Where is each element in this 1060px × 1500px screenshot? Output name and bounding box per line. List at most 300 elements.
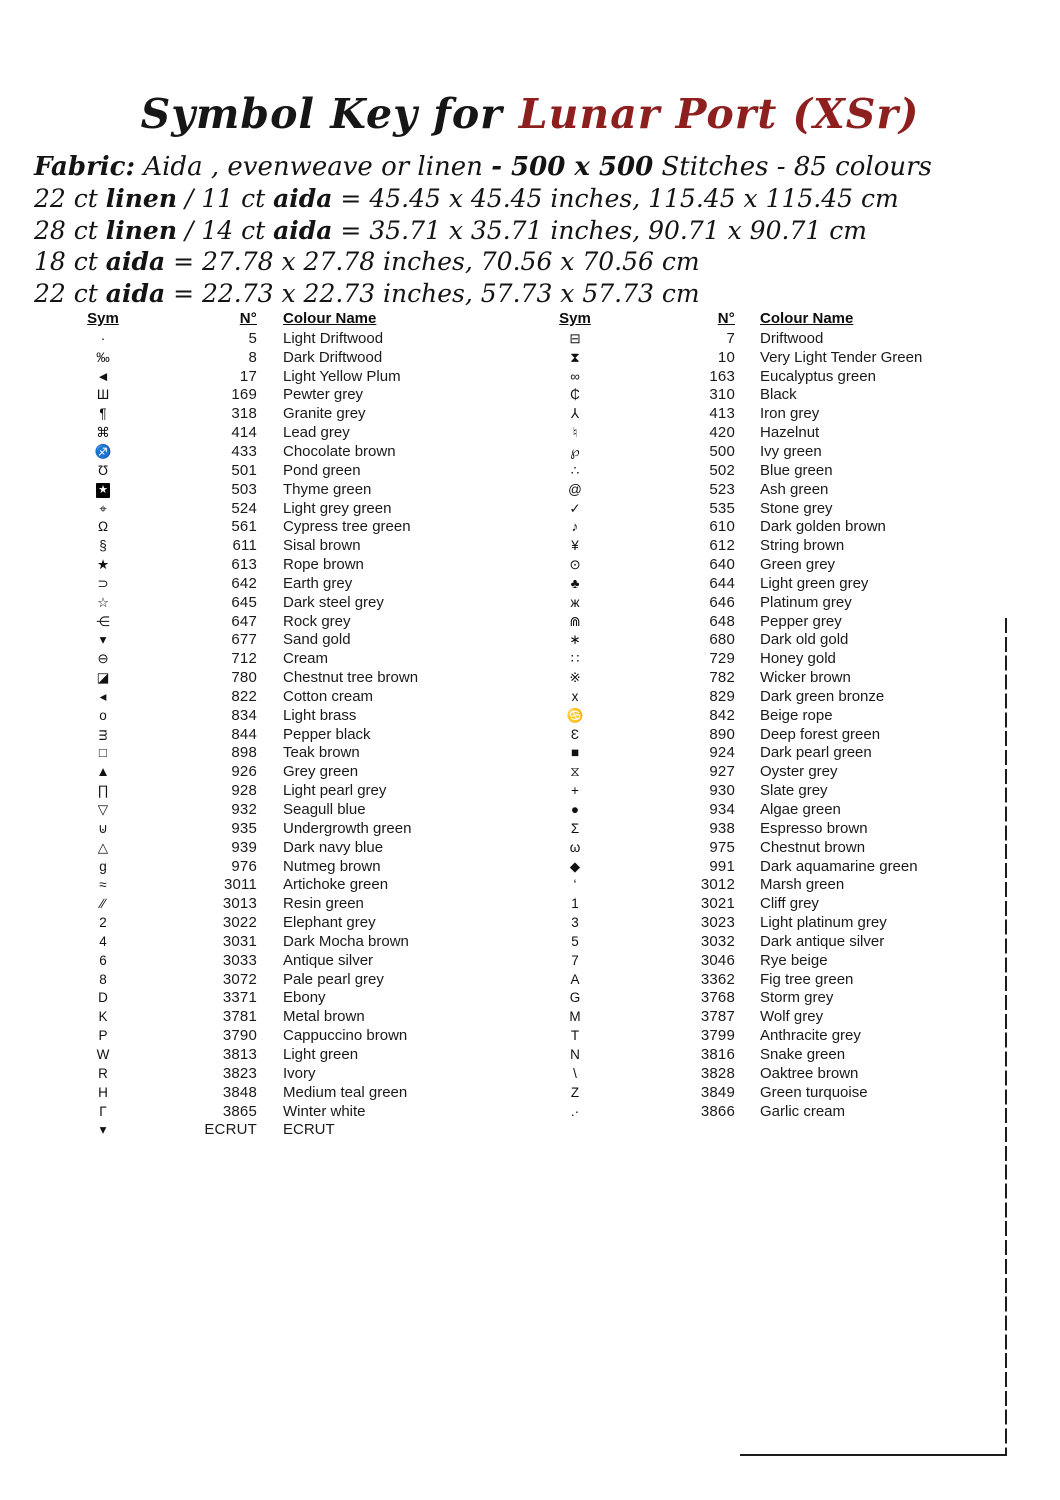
table-row (60, 593, 510, 612)
thread-number-cell: 163 (709, 367, 735, 385)
colour-name-cell: Cliff grey (760, 895, 819, 913)
symbol-cell (60, 387, 146, 402)
colour-name-cell: Earth grey (283, 574, 353, 592)
symbol-cell (60, 708, 146, 723)
colour-name-cell: Cypress tree green (283, 518, 411, 536)
fabric-text-segment: Fabric: (34, 152, 136, 182)
colour-name-cell: Grey green (283, 763, 359, 781)
colour-name-cell: Algae green (760, 801, 841, 819)
table-row (60, 461, 510, 480)
fabric-text-segment: Aida , evenweave or linen (135, 152, 492, 182)
stitch-symbol: ‘ (573, 877, 577, 893)
symbol-cell (535, 406, 615, 421)
colour-name-cell: Slate grey (760, 782, 828, 800)
stitch-symbol: 1 (571, 896, 579, 912)
table-row (60, 1064, 510, 1083)
table-row (60, 970, 510, 989)
colour-name-cell: Light Driftwood (283, 329, 384, 347)
symbol-cell (60, 990, 146, 1005)
symbol-cell (535, 632, 615, 647)
stitch-symbol: ‰ (96, 349, 110, 365)
thread-number-cell: 3072 (222, 970, 257, 988)
colour-name-cell: Rock grey (283, 612, 351, 630)
symbol-cell (535, 953, 615, 968)
colour-name-cell: Lead grey (283, 424, 350, 442)
symbol-cell (535, 821, 615, 836)
colour-name-cell: Antique silver (283, 951, 374, 969)
thread-number-cell: 3781 (222, 1008, 257, 1026)
stitch-symbol: T (570, 1028, 580, 1044)
header-number: N° (717, 310, 735, 327)
stitch-symbol: ● (570, 802, 580, 818)
thread-number-cell: 7 (726, 329, 735, 347)
stitch-symbol: x (571, 688, 579, 704)
stitch-symbol: □ (98, 745, 108, 761)
colour-name-cell: Teak brown (283, 744, 360, 762)
symbol-cell (60, 1104, 146, 1119)
stitch-symbol: § (99, 538, 107, 554)
stitch-symbol: Ш (96, 387, 110, 403)
table-row (535, 894, 985, 913)
fabric-info-line (34, 152, 932, 183)
thread-number-cell: 3362 (700, 970, 735, 988)
table-row (535, 970, 985, 989)
stitch-symbol: Ɛ (570, 726, 580, 742)
colour-name-cell: Dark old gold (760, 631, 849, 649)
symbol-cell (60, 595, 146, 610)
colour-name-cell: Dark green bronze (760, 687, 885, 705)
colour-name-cell: Nutmeg brown (283, 857, 381, 875)
stitch-symbol: 2 (99, 915, 107, 931)
fabric-text-segment: 22 ct (34, 184, 106, 214)
table-row (60, 989, 510, 1008)
thread-number-cell: 318 (231, 405, 257, 423)
thread-number-cell: 310 (709, 386, 735, 404)
symbol-cell (60, 501, 146, 516)
symbol-cell (535, 689, 615, 704)
symbol-cell (60, 1122, 146, 1137)
colour-name-cell: Anthracite grey (760, 1027, 861, 1045)
table-rows-left (60, 329, 510, 1139)
fabric-text-segment: aida (273, 215, 333, 245)
colour-name-cell: Oyster grey (760, 763, 838, 781)
symbol-cell (535, 1104, 615, 1119)
symbol-cell (60, 915, 146, 930)
table-row (60, 762, 510, 781)
thread-number-cell: 3848 (222, 1083, 257, 1101)
thread-number-cell: 938 (709, 819, 735, 837)
colour-name-cell: Dark antique silver (760, 932, 885, 950)
symbol-cell (60, 764, 146, 779)
thread-number-cell: 898 (231, 744, 257, 762)
table-row (60, 1120, 510, 1139)
symbol-cell (60, 972, 146, 987)
colour-name-cell: Black (760, 386, 797, 404)
colour-name-cell: Dark aquamarine green (760, 857, 918, 875)
stitch-symbol: ♋ (566, 707, 584, 723)
table-row (60, 517, 510, 536)
symbol-cell (535, 519, 615, 534)
colour-name-cell: Snake green (760, 1045, 846, 1063)
colour-name-cell: Metal brown (283, 1008, 365, 1026)
fabric-text-segment: 28 ct (34, 215, 106, 245)
table-row (60, 838, 510, 857)
fabric-text-segment: 22 ct (34, 278, 106, 308)
symbol-cell (535, 557, 615, 572)
symbol-cell (535, 444, 615, 459)
stitch-symbol: M (569, 1009, 581, 1025)
stitch-symbol: Γ (99, 1103, 107, 1119)
stitch-symbol: H (98, 1084, 108, 1100)
thread-number-cell: 3828 (700, 1064, 735, 1082)
colour-name-cell: Pepper grey (760, 612, 842, 630)
table-row (60, 781, 510, 800)
symbol-cell (60, 369, 146, 384)
table-column-left (60, 308, 510, 1139)
thread-number-cell: 3823 (222, 1064, 257, 1082)
colour-name-cell: Rye beige (760, 951, 828, 969)
symbol-cell (60, 557, 146, 572)
table-row (535, 499, 985, 518)
title-product-name: Lunar Port (XSr) (518, 90, 920, 138)
colour-name-cell: Fig tree green (760, 970, 854, 988)
colour-name-cell: Blue green (760, 461, 833, 479)
table-row (535, 1102, 985, 1121)
symbol-cell (535, 764, 615, 779)
thread-number-cell: 3031 (222, 932, 257, 950)
colour-name-cell: Winter white (283, 1102, 366, 1120)
table-row (535, 668, 985, 687)
thread-number-cell: 712 (231, 650, 257, 668)
symbol-cell (535, 859, 615, 874)
colour-name-cell: Pewter grey (283, 386, 364, 404)
stitch-symbol: \ (573, 1065, 577, 1081)
stitch-symbol: 5 (571, 933, 579, 949)
colour-name-cell: Deep forest green (760, 725, 881, 743)
thread-number-cell: 3816 (700, 1045, 735, 1063)
table-row (60, 480, 510, 499)
symbol-cell (535, 877, 615, 892)
symbol-cell (535, 576, 615, 591)
table-row (60, 386, 510, 405)
stitch-symbol: ∕∕ (100, 896, 106, 912)
thread-number-cell: 414 (231, 424, 257, 442)
thread-number-cell: 822 (231, 687, 257, 705)
thread-number-cell: 646 (709, 593, 735, 611)
thread-number-cell: 932 (231, 801, 257, 819)
stitch-symbol: ℘ (570, 443, 580, 459)
table-row (60, 668, 510, 687)
thread-number-cell: 10 (717, 348, 735, 366)
table-row (60, 536, 510, 555)
stitch-symbol: ⊍ (98, 820, 108, 836)
table-row (535, 819, 985, 838)
symbol-cell (60, 1085, 146, 1100)
table-row (535, 744, 985, 763)
stitch-symbol: ₵ (570, 387, 580, 403)
thread-number-cell: 524 (231, 499, 257, 517)
stitch-symbol: 6 (99, 952, 107, 968)
table-row (535, 838, 985, 857)
colour-name-cell: Ivy green (760, 442, 822, 460)
stitch-symbol: Ʊ (97, 462, 109, 478)
table-row (60, 706, 510, 725)
stitch-symbol: Z (570, 1084, 580, 1100)
thread-number-cell: 3033 (222, 951, 257, 969)
colour-name-cell: String brown (760, 537, 845, 555)
fabric-text-segment: linen (105, 215, 178, 245)
stitch-symbol: ᴟ (98, 726, 108, 742)
stitch-symbol: ж (570, 594, 580, 610)
thread-number-cell: 3849 (700, 1083, 735, 1101)
thread-number-cell: 535 (709, 499, 735, 517)
fabric-text-segment: = 35.71 x 35.71 inches, 90.71 x 90.71 cm (332, 215, 867, 245)
stitch-symbol: ¥ (571, 538, 579, 554)
table-row (60, 819, 510, 838)
symbol-cell (60, 331, 146, 346)
table-row (60, 612, 510, 631)
symbol-cell (535, 350, 615, 365)
thread-number-cell: 5 (248, 329, 257, 347)
symbol-cell (60, 745, 146, 760)
stitch-symbol: ▽ (97, 802, 109, 818)
table-row (60, 404, 510, 423)
thread-number-cell: 975 (709, 838, 735, 856)
colour-name-cell: Rope brown (283, 556, 364, 574)
symbol-cell (60, 783, 146, 798)
symbol-cell (60, 1047, 146, 1062)
colour-name-cell: Wicker brown (760, 669, 851, 687)
stitch-symbol: ♮ (572, 425, 578, 441)
thread-number-cell: 677 (231, 631, 257, 649)
symbol-cell (535, 463, 615, 478)
colour-name-cell: Marsh green (760, 876, 845, 894)
colour-name-cell: Chocolate brown (283, 442, 396, 460)
colour-name-cell: Light green (283, 1045, 359, 1063)
colour-name-cell: Pond green (283, 461, 361, 479)
stitch-symbol: ⌖ (99, 500, 107, 516)
table-row (535, 517, 985, 536)
table-row (60, 857, 510, 876)
stitch-symbol: ♪ (571, 519, 579, 535)
symbol-cell (535, 972, 615, 987)
symbol-cell (60, 444, 146, 459)
symbol-cell (535, 1085, 615, 1100)
stitch-symbol: ♐ (94, 443, 112, 459)
colour-name-cell: Light Yellow Plum (283, 367, 401, 385)
table-row (535, 800, 985, 819)
thread-number-cell: 927 (709, 763, 735, 781)
table-row (535, 932, 985, 951)
table-row (535, 404, 985, 423)
fabric-text-segment: / 14 ct (177, 215, 274, 245)
symbol-cell (60, 463, 146, 478)
stitch-symbol: ⋲ (96, 613, 110, 629)
table-row (535, 951, 985, 970)
table-row (60, 1007, 510, 1026)
thread-number-cell: 501 (231, 461, 257, 479)
stitch-symbol: K (98, 1009, 108, 1025)
thread-number-cell: 3799 (700, 1027, 735, 1045)
symbol-cell (535, 425, 615, 440)
title-prefix: Symbol Key for (140, 90, 503, 138)
thread-number-cell: 561 (231, 518, 257, 536)
stitch-symbol: 3 (571, 915, 579, 931)
colour-name-cell: Green turquoise (760, 1083, 868, 1101)
thread-number-cell: 3768 (700, 989, 735, 1007)
thread-number-cell: 3813 (222, 1045, 257, 1063)
stitch-symbol: ω (569, 839, 581, 855)
table-row (60, 1083, 510, 1102)
thread-number-cell: 3032 (700, 932, 735, 950)
colour-name-cell: Honey gold (760, 650, 836, 668)
thread-number-cell: 3023 (700, 914, 735, 932)
table-row (60, 744, 510, 763)
fabric-text-segment: aida (105, 278, 166, 308)
colour-name-cell: Cotton cream (283, 687, 374, 705)
fabric-text-segment: = 22.73 x 22.73 inches, 57.73 x 57.73 cm (165, 278, 700, 308)
thread-number-cell: 613 (231, 556, 257, 574)
thread-number-cell: 420 (709, 424, 735, 442)
symbol-cell (60, 406, 146, 421)
table-row (60, 913, 510, 932)
thread-number-cell: 680 (709, 631, 735, 649)
stitch-symbol: ¶ (99, 406, 107, 422)
table-row (535, 367, 985, 386)
header-sym: Sym (559, 310, 591, 327)
symbol-cell (60, 802, 146, 817)
colour-name-cell: ECRUT (283, 1121, 335, 1139)
table-row (60, 951, 510, 970)
stitch-symbol: g (99, 858, 107, 874)
colour-name-cell: Stone grey (760, 499, 833, 517)
symbol-cell (535, 670, 615, 685)
thread-number-cell: 834 (231, 706, 257, 724)
colour-name-cell: Granite grey (283, 405, 366, 423)
table-row (60, 423, 510, 442)
thread-number-cell: 780 (231, 669, 257, 687)
stitch-symbol: ∗ (569, 632, 581, 648)
stitch-symbol: ▲ (96, 764, 110, 780)
colour-name-cell: Light pearl grey (283, 782, 387, 800)
colour-name-cell: Ivory (283, 1064, 316, 1082)
colour-name-cell: Light grey green (283, 499, 392, 517)
table-row (535, 913, 985, 932)
thread-number-cell: 647 (231, 612, 257, 630)
stitch-symbol: Ω (97, 519, 109, 535)
page-title (0, 90, 1060, 138)
thread-number-cell: 935 (231, 819, 257, 837)
table-row (60, 894, 510, 913)
stitch-symbol: P (98, 1028, 108, 1044)
table-row (535, 461, 985, 480)
symbol-cell (535, 727, 615, 742)
stitch-symbol: ⊃ (97, 575, 109, 591)
colour-name-cell: Wolf grey (760, 1008, 824, 1026)
thread-number-cell: 3021 (700, 895, 735, 913)
symbol-cell (535, 1047, 615, 1062)
table-row (535, 593, 985, 612)
colour-name-cell: Medium teal green (283, 1083, 408, 1101)
stitch-symbol: ⧖ (570, 764, 580, 780)
stitch-symbol: R (98, 1065, 108, 1081)
colour-name-cell: Elephant grey (283, 914, 376, 932)
table-column-right (535, 308, 985, 1120)
thread-number-cell: 3790 (222, 1027, 257, 1045)
stitch-symbol: 7 (571, 952, 579, 968)
thread-number-cell: 890 (709, 725, 735, 743)
stitch-symbol: N (570, 1046, 580, 1062)
thread-number-cell: 433 (231, 442, 257, 460)
stitch-symbol: ◄ (96, 368, 110, 384)
thread-number-cell: 503 (231, 480, 257, 498)
stitch-symbol: ⌘ (96, 425, 110, 441)
symbol-cell (535, 331, 615, 346)
stitch-symbol: ■ (570, 745, 580, 761)
thread-number-cell: 934 (709, 801, 735, 819)
thread-number-cell: 991 (709, 857, 735, 875)
colour-name-cell: Oaktree brown (760, 1064, 859, 1082)
colour-name-cell: Chestnut brown (760, 838, 866, 856)
stitch-symbol: ▾ (99, 1122, 107, 1138)
thread-number-cell: 169 (231, 386, 257, 404)
table-row (60, 555, 510, 574)
thread-number-cell: 3371 (222, 989, 257, 1007)
symbol-cell (60, 840, 146, 855)
thread-number-cell: 523 (709, 480, 735, 498)
symbol-cell (60, 859, 146, 874)
colour-name-cell: Storm grey (760, 989, 834, 1007)
table-row (535, 348, 985, 367)
symbol-cell (60, 896, 146, 911)
thread-number-cell: 976 (231, 857, 257, 875)
colour-name-cell: Hazelnut (760, 424, 820, 442)
header-colour-name: Colour Name (283, 310, 377, 327)
symbol-cell (535, 934, 615, 949)
table-header-row (60, 308, 510, 329)
table-row (60, 329, 510, 348)
fabric-text-segment: - 500 x 500 (491, 152, 654, 182)
thread-number-cell: 642 (231, 574, 257, 592)
table-row (535, 423, 985, 442)
stitch-symbol: 8 (99, 971, 107, 987)
colour-name-cell: Ebony (283, 989, 326, 1007)
symbol-cell (60, 877, 146, 892)
symbol-cell (535, 595, 615, 610)
thread-number-cell: 3046 (700, 951, 735, 969)
table-row (535, 1064, 985, 1083)
colour-name-cell: Dark golden brown (760, 518, 886, 536)
symbol-cell (60, 727, 146, 742)
table-row (535, 725, 985, 744)
stitch-symbol: Σ (570, 820, 580, 836)
table-row (60, 631, 510, 650)
table-row (60, 499, 510, 518)
chart-page-border-bottom (740, 1454, 1007, 1456)
colour-name-cell: Light green grey (760, 574, 869, 592)
colour-name-cell: Thyme green (283, 480, 372, 498)
symbol-cell (535, 614, 615, 629)
table-row (60, 800, 510, 819)
thread-number-cell: 8 (248, 348, 257, 366)
thread-number-cell: 782 (709, 669, 735, 687)
symbol-cell (535, 802, 615, 817)
table-row (60, 932, 510, 951)
stitch-symbol: .· (570, 1103, 580, 1119)
thread-number-cell: 844 (231, 725, 257, 743)
colour-name-cell: Dark Driftwood (283, 348, 383, 366)
stitch-symbol: ★ (98, 483, 108, 496)
